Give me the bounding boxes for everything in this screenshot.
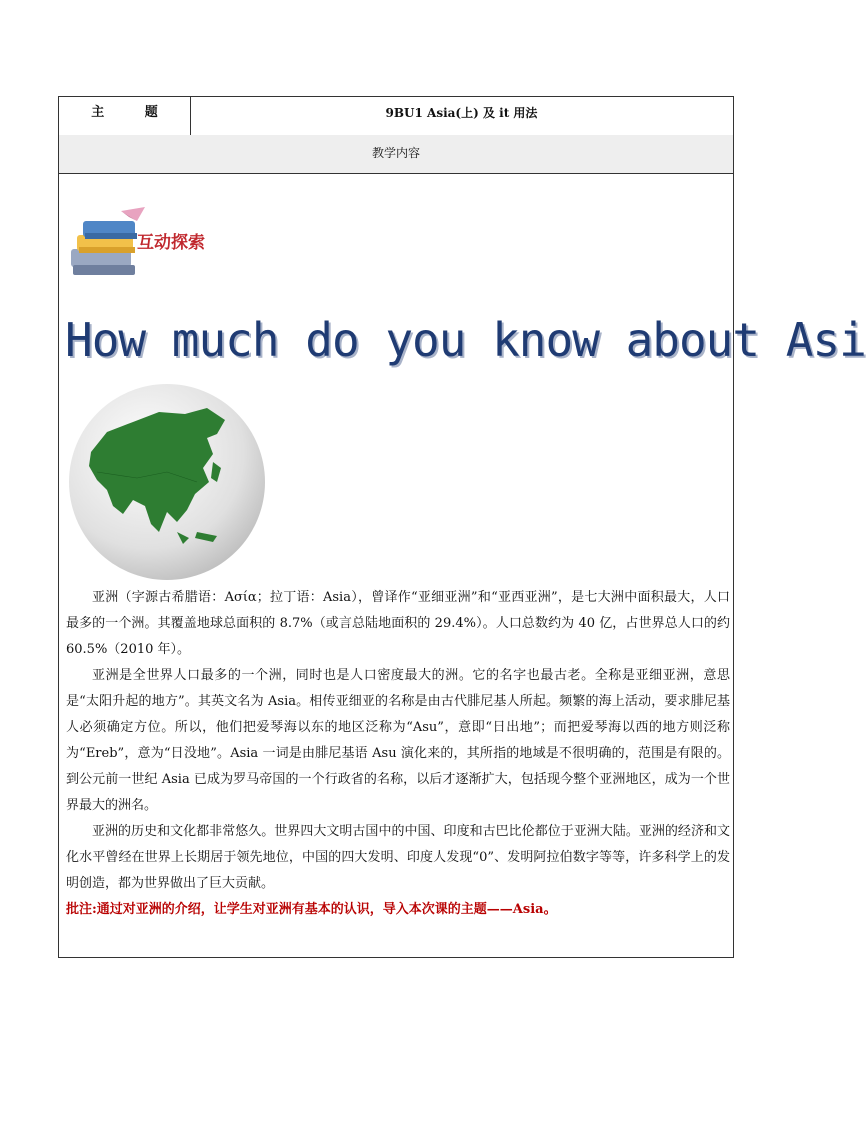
teacher-note: 批注:通过对亚洲的介绍，让学生对亚洲有基本的认识，导入本次课的主题——Asia。 [66,902,557,917]
section-label: 教学内容 [371,146,420,160]
paragraph: 亚洲是全世界人口最多的一个洲，同时也是人口密度最大的洲。它的名字也最古老。全称是亚细亚洲，意思是“太阳升起的地方”。其英文名为 Asia。相传亚细亚的名称是由古代腓尼基人所起。频繁的海上活动，要求腓尼基人必须确定方位。所以，他们把爱琴海以东的地区泛称为“Asu”，意即“日出地”；而把爱琴海以西的地方则泛称为“Ereb”，意为“日没地”。Asia 一词是由腓尼基语 Asu 演化来的，其所指的地域是不很明确的，范围是有限的。到公元前一世纪 Asia 已成为罗马帝国的一个行政省的名称，以后才逐渐扩大，包括现今整个亚洲地区，成为一个世界最大的洲名。 [66,668,730,813]
paragraph: 亚洲的历史和文化都非常悠久。世界四大文明古国中的中国、印度和古巴比伦都位于亚洲大陆。亚洲的经济和文化水平曾经在世界上长期居于领先地位，中国的四大发明、印度人发现“0”、发明阿拉伯数字等等，许多科学上的发明创造，都为世界做出了巨大贡献。 [66,824,730,891]
topic-title: 9BU1 Asia(上) 及 it 用法 [385,106,538,120]
lesson-table [58,96,866,958]
body-text [66,585,730,923]
paragraph: 亚洲（字源古希腊语：Aσία；拉丁语：Asia），曾译作“亚细亚洲”和“亚西亚洲”，是七大洲中面积最大，人口最多的一个洲。其覆盖地球总面积的 8.7%（或言总陆地面积的 29.4%）。人口总数约为 40 亿，占世界总人口的约 60.5%（2010 年）。 [66,590,730,657]
topic-label: 主 题 [91,105,176,120]
badge-text: 互动探索 [137,233,205,253]
topic-label-cell [59,97,191,135]
topic-row [59,97,733,136]
big-title: How much do you know about Asi [65,313,866,367]
section-row [59,135,733,174]
globe-asia-map [67,382,267,582]
